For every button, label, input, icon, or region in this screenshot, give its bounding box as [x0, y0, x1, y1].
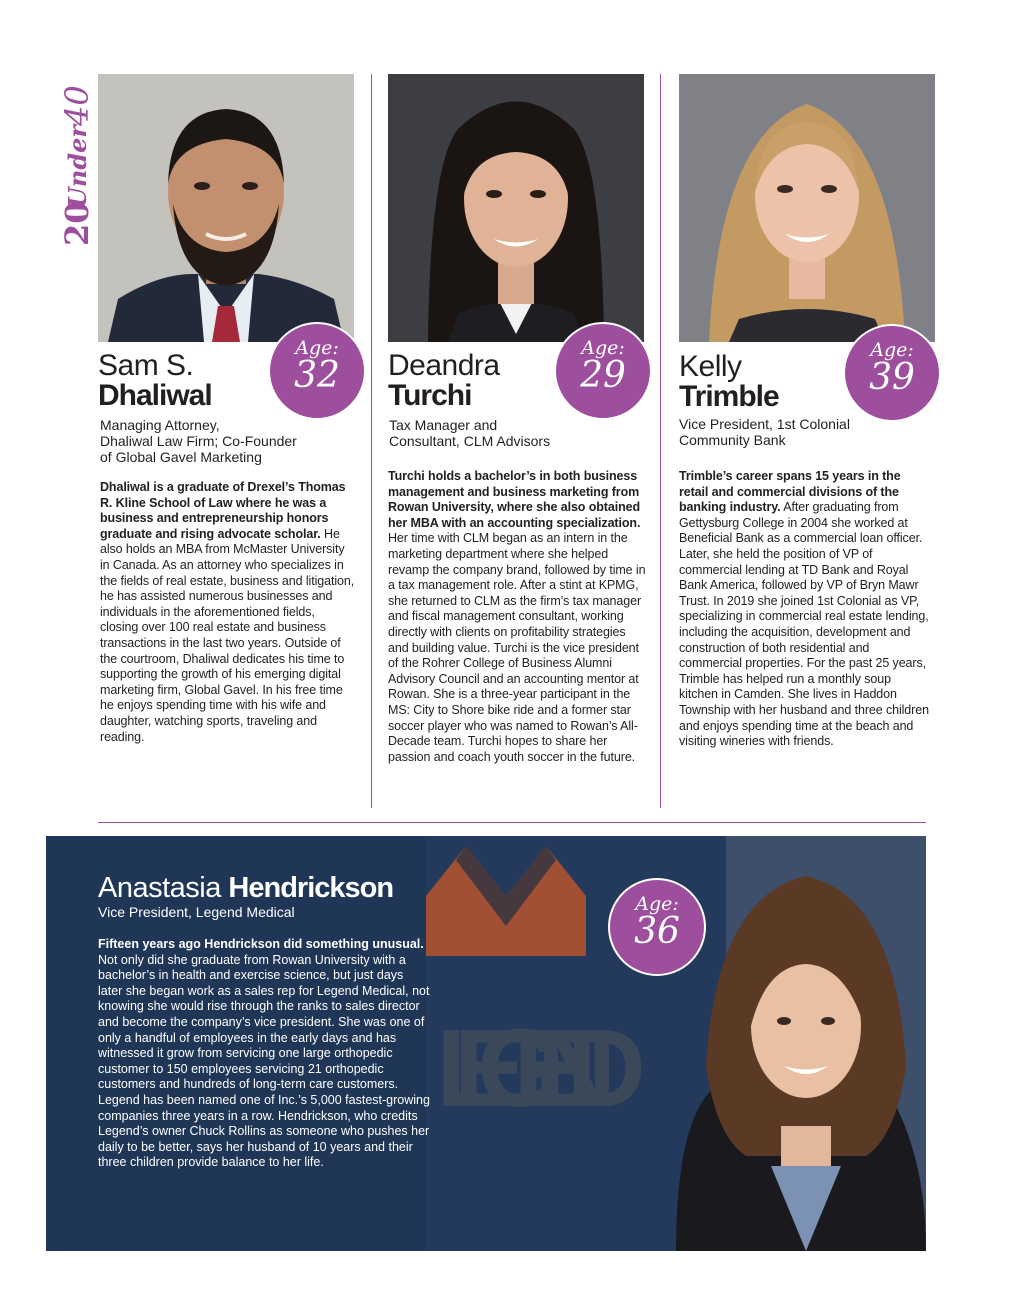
section-word: Under: [63, 124, 92, 208]
section-number-a: 20: [58, 201, 96, 246]
age-value: 36: [634, 911, 680, 952]
last-name-turchi: Turchi: [388, 379, 472, 412]
age-value: 39: [869, 357, 915, 398]
portrait-photo-turchi: [388, 74, 644, 342]
age-value: 32: [294, 355, 340, 396]
section-divider: [98, 822, 926, 823]
last-name-dhaliwal: Dhaliwal: [98, 379, 212, 412]
job-title-line: of Global Gavel Marketing: [100, 449, 262, 465]
bio-body: Her time with CLM began as an intern in the marketing department where she helped revamp the company brand, followed by time in a tax management role. After a stint at KPMG, she returned to CLM as the firm’s tax manager and fiscal management consultant, working directly with clients on profitability strategies and building value. Turchi is the vice president of the Rohrer College of Business Alumni Advisory Council and an accounting mentor at Rowan. She is a three-year participant in the MS: City to Shore bike ride and a former star soccer player who was named to Rowan’s All-Decade team. Turchi hopes to share her passion and coach youth soccer in the future.: [388, 531, 646, 764]
job-title-line: Vice President, 1st Colonial: [679, 416, 850, 432]
job-title-line: Consultant, CLM Advisors: [389, 433, 551, 449]
job-title-line: Community Bank: [679, 432, 786, 448]
age-badge-dhaliwal: [268, 322, 366, 420]
age-label: Age:: [870, 339, 914, 361]
job-title-line: Dhaliwal Law Firm; Co-Founder: [100, 433, 297, 449]
bio-dhaliwal: [100, 480, 356, 745]
job-title-line: Managing Attorney,: [100, 417, 220, 433]
legend-sign-text: LEGEND: [436, 1007, 646, 1130]
feature-job-title: Vice President, Legend Medical: [98, 904, 295, 920]
job-title-line: Tax Manager and: [389, 417, 498, 433]
column-divider: [371, 74, 372, 808]
bio-trimble: [679, 469, 929, 750]
bio-turchi: [388, 469, 646, 765]
feature-profile: [46, 836, 926, 1251]
first-name-trimble: Kelly: [679, 350, 742, 383]
column-divider: [660, 74, 661, 808]
first-name-turchi: Deandra: [388, 349, 500, 382]
job-title-trimble: [679, 416, 939, 448]
feature-last-name: Hendrickson: [228, 872, 394, 904]
bio-lead: Dhaliwal is a graduate of Drexel’s Thomas R. Kline School of Law where he was a business and entrepreneurship honors graduate and rising advocate scholar.: [100, 480, 346, 541]
bio-body: After graduating from Gettysburg College in 2004 she worked at Beneficial Bank as a commercial loan officer. Later, she held the position of VP of commercial lending at TD Bank and Royal Bank America, followed by VP of Bryn Mawr Trust. In 2019 she joined 1st Colonial as VP, specializing in commercial real estate lending, including the acquisition, development and construction of both residential and commercial properties. For the past 25 years, Trimble has helped run a monthly soup kitchen in Camden. She lives in Haddon Township with her husband and three children and enjoys spending time at the beach and visiting wineries with friends.: [679, 500, 929, 749]
age-label: Age:: [295, 337, 339, 359]
first-name-dhaliwal: Sam S.: [98, 349, 194, 382]
bio-body: Not only did she graduate from Rowan University with a bachelor’s in health and exercise science, but just days later she began work as a sales rep for Legend Medical, not knowing she would rise through the ranks to sales director and become the company’s vice president. She was one of only a handful of employees in the early days and has witnessed it grow from servicing one large orthopedic customer to 150 employees servicing 21 orthopedic customers and hundreds of long-term care customers. Legend has been named one of Inc.’s 5,000 fastest-growing companies three years in a row. Hendrickson, who credits Legend’s owner Chuck Rollins as someone who pushes her daily to be better, says her husband of 10 years and their three children provide balance to her life.: [98, 952, 430, 1170]
age-badge-hendrickson: [608, 878, 706, 976]
job-title-dhaliwal: [100, 417, 360, 465]
section-number-b: 40: [58, 85, 96, 126]
bio-lead: Fifteen years ago Hendrickson did something unusual.: [98, 937, 424, 951]
bio-lead: Trimble’s career spans 15 years in the retail and commercial divisions of the banking industry.: [679, 469, 901, 515]
age-label: Age:: [581, 337, 625, 359]
feature-bio: [98, 937, 430, 1171]
portrait-photo-trimble: [679, 74, 935, 342]
bio-body: He also holds an MBA from McMaster University in Canada. As an attorney who specializes in the fields of real estate, business and litigation, he has assisted numerous businesses and individuals in the aforementioned fields, closing over 100 real estate and business transactions in the last two years. Outside of the courtroom, Dhaliwal dedicates his time to supporting the growth of his emerging digital marketing firm, Global Gavel. In his free time he enjoys spending time with his wife and daughter, watching sports, traveling and reading.: [100, 526, 355, 744]
section-label-graphic: [58, 70, 98, 250]
bio-lead: Turchi holds a bachelor’s in both business management and business marketing from Rowan University, where she also obtained her MBA with an accounting specialization.: [388, 469, 641, 530]
portrait-photo-dhaliwal: [98, 74, 354, 342]
job-title-turchi: [389, 417, 649, 449]
age-badge-trimble: [843, 324, 941, 422]
last-name-trimble: Trimble: [679, 380, 779, 413]
age-label: Age:: [635, 893, 679, 915]
feature-name: [98, 872, 393, 904]
age-value: 29: [580, 355, 626, 396]
section-label: [58, 70, 98, 250]
age-badge-turchi: [554, 322, 652, 420]
feature-first-name: Anastasia: [98, 872, 221, 904]
